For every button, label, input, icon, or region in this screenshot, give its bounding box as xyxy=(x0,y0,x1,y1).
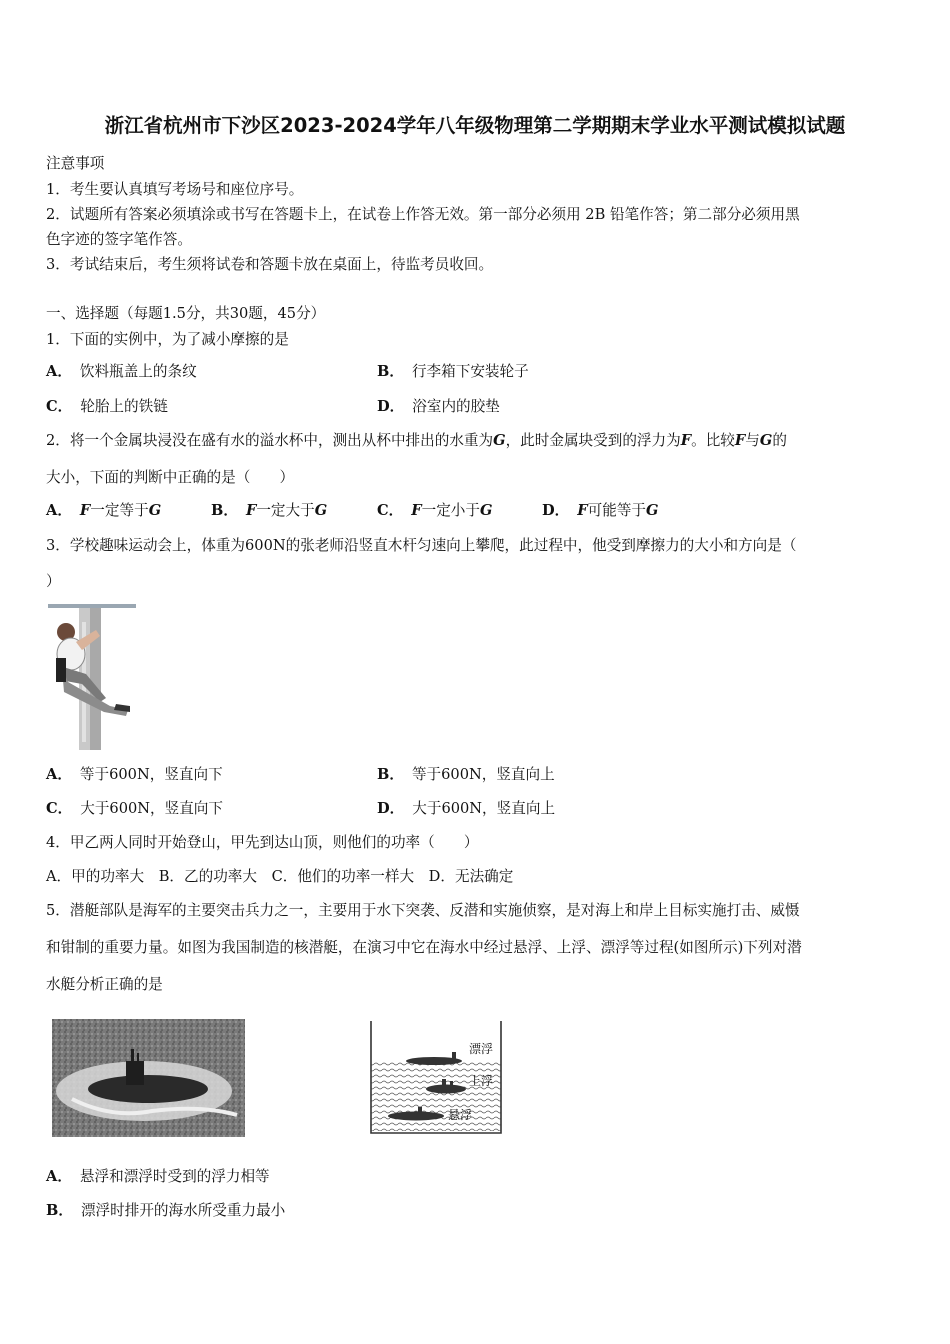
q2-stem-part: ，此时金属块受到的浮力为 xyxy=(505,432,681,449)
submarine-states-diagram xyxy=(366,1019,506,1137)
q5-stem-cont-1: 和钳制的重要力量。如图为我国制造的核潜艇，在演习中它在海水中经过悬浮、上浮、漂浮等过程(如图所示)下列对潜 xyxy=(46,939,802,956)
notice-item-2: 2．试题所有答案必须填涂或书写在答题卡上，在试卷上作答无效。第一部分必须用 2B 铅笔作答；第二部分必须用黑 xyxy=(46,206,800,223)
q1-option-d[interactable] xyxy=(377,395,500,416)
climbing-teacher-image xyxy=(46,602,138,750)
option-letter: B． xyxy=(211,502,238,519)
q3-stem: 3．学校趣味运动会上，体重为600N的张老师沿竖直木杆匀速向上攀爬，此过程中，他受到摩擦力的大小和方向是（ xyxy=(46,537,797,554)
option-letter: D． xyxy=(542,502,570,519)
option-text: 等于600N，竖直向上 xyxy=(411,766,555,783)
var-f: F xyxy=(734,432,746,449)
q5-option-a[interactable] xyxy=(46,1165,270,1186)
option-letter: B． xyxy=(377,363,404,380)
var-g: G xyxy=(314,502,328,519)
notice-item-1: 1．考生要认真填写考场号和座位序号。 xyxy=(46,181,304,198)
option-text: 一定大于 xyxy=(256,502,315,519)
label-floating: 漂浮 xyxy=(469,1042,494,1056)
option-text: 大于600N，竖直向上 xyxy=(412,800,556,817)
option-letter: A． xyxy=(46,502,72,519)
var-f: F xyxy=(680,432,692,449)
option-text: 一定小于 xyxy=(421,502,480,519)
q2-option-c[interactable] xyxy=(377,499,492,520)
notice-item-3: 3．考试结束后，考生须将试卷和答题卡放在桌面上，待监考员收回。 xyxy=(46,256,494,273)
var-g: G xyxy=(479,502,493,519)
q2-stem xyxy=(46,429,787,450)
var-f: F xyxy=(577,502,588,519)
option-text: 浴室内的胶垫 xyxy=(412,398,500,415)
var-g: G xyxy=(148,502,162,519)
q5-stem: 5．潜艇部队是海军的主要突击兵力之一，主要用于水下突袭、反潜和实施侦察，是对海上和岸上目标实施打击、威慑 xyxy=(46,902,800,919)
q1-option-b[interactable] xyxy=(377,360,529,381)
q4-stem: 4．甲乙两人同时开始登山，甲先到达山顶，则他们的功率（ ） xyxy=(46,834,479,851)
option-letter: D． xyxy=(377,800,405,817)
q3-option-c[interactable] xyxy=(46,797,223,818)
option-text: 悬浮和漂浮时受到的浮力相等 xyxy=(79,1168,270,1185)
notice-heading: 注意事项 xyxy=(46,155,105,172)
q1-stem: 1．下面的实例中，为了减小摩擦的是 xyxy=(46,331,289,348)
q3-option-d[interactable] xyxy=(377,797,555,818)
q2-stem-cont: 大小，下面的判断中正确的是（ ） xyxy=(46,469,295,486)
option-letter: C． xyxy=(377,502,404,519)
option-text: 一定等于 xyxy=(90,502,149,519)
q2-stem-part: 与 xyxy=(745,432,760,449)
var-f: F xyxy=(245,502,257,519)
option-text: 轮胎上的铁链 xyxy=(80,398,168,415)
label-suspended: 悬浮 xyxy=(448,1108,473,1122)
label-rising: 上浮 xyxy=(469,1074,494,1088)
q3-option-b[interactable] xyxy=(377,763,555,784)
option-text: 大于600N，竖直向下 xyxy=(80,800,224,817)
var-f: F xyxy=(79,502,91,519)
page-title: 浙江省杭州市下沙区2023-2024学年八年级物理第二学期期末学业水平测试模拟试题 xyxy=(104,114,846,137)
q5-stem-cont-2: 水艇分析正确的是 xyxy=(46,976,163,993)
option-text: 可能等于 xyxy=(587,502,647,519)
option-letter: C． xyxy=(46,398,73,415)
section-heading: 一、选择题（每题1.5分，共30题，45分） xyxy=(46,305,326,322)
option-text: 等于600N，竖直向下 xyxy=(79,766,223,783)
q1-option-a[interactable] xyxy=(46,360,197,381)
q3-stem-cont: ） xyxy=(46,573,61,590)
notice-item-2-cont: 色字迹的签字笔作答。 xyxy=(46,231,192,248)
q2-stem-part: 。比较 xyxy=(691,432,735,449)
option-letter: A． xyxy=(46,363,72,380)
q2-option-b[interactable] xyxy=(211,499,327,520)
var-f: F xyxy=(411,502,422,519)
var-g: G xyxy=(493,432,506,449)
option-text: 饮料瓶盖上的条纹 xyxy=(79,363,197,380)
option-letter: C． xyxy=(46,800,73,817)
q2-option-d[interactable] xyxy=(542,499,658,520)
q4-options[interactable]: A．甲的功率大 B．乙的功率大 C．他们的功率一样大 D．无法确定 xyxy=(46,868,514,885)
q2-option-a[interactable] xyxy=(46,499,161,520)
option-letter: A． xyxy=(46,1168,72,1185)
option-text: 行李箱下安装轮子 xyxy=(411,363,529,380)
q3-option-a[interactable] xyxy=(46,763,223,784)
var-g: G xyxy=(646,502,659,519)
option-text: 漂浮时排开的海水所受重力最小 xyxy=(80,1202,286,1219)
q1-option-c[interactable] xyxy=(46,395,168,416)
submarine-photo xyxy=(52,1019,245,1137)
var-g: G xyxy=(759,432,773,449)
option-letter: B． xyxy=(46,1202,73,1219)
q5-option-b[interactable] xyxy=(46,1199,285,1220)
option-letter: B． xyxy=(377,766,404,783)
option-letter: A． xyxy=(46,766,72,783)
q2-stem-part: 的 xyxy=(772,432,787,449)
option-letter: D． xyxy=(377,398,405,415)
q2-stem-part: 2．将一个金属块浸没在盛有水的溢水杯中，测出从杯中排出的水重为 xyxy=(46,432,494,449)
